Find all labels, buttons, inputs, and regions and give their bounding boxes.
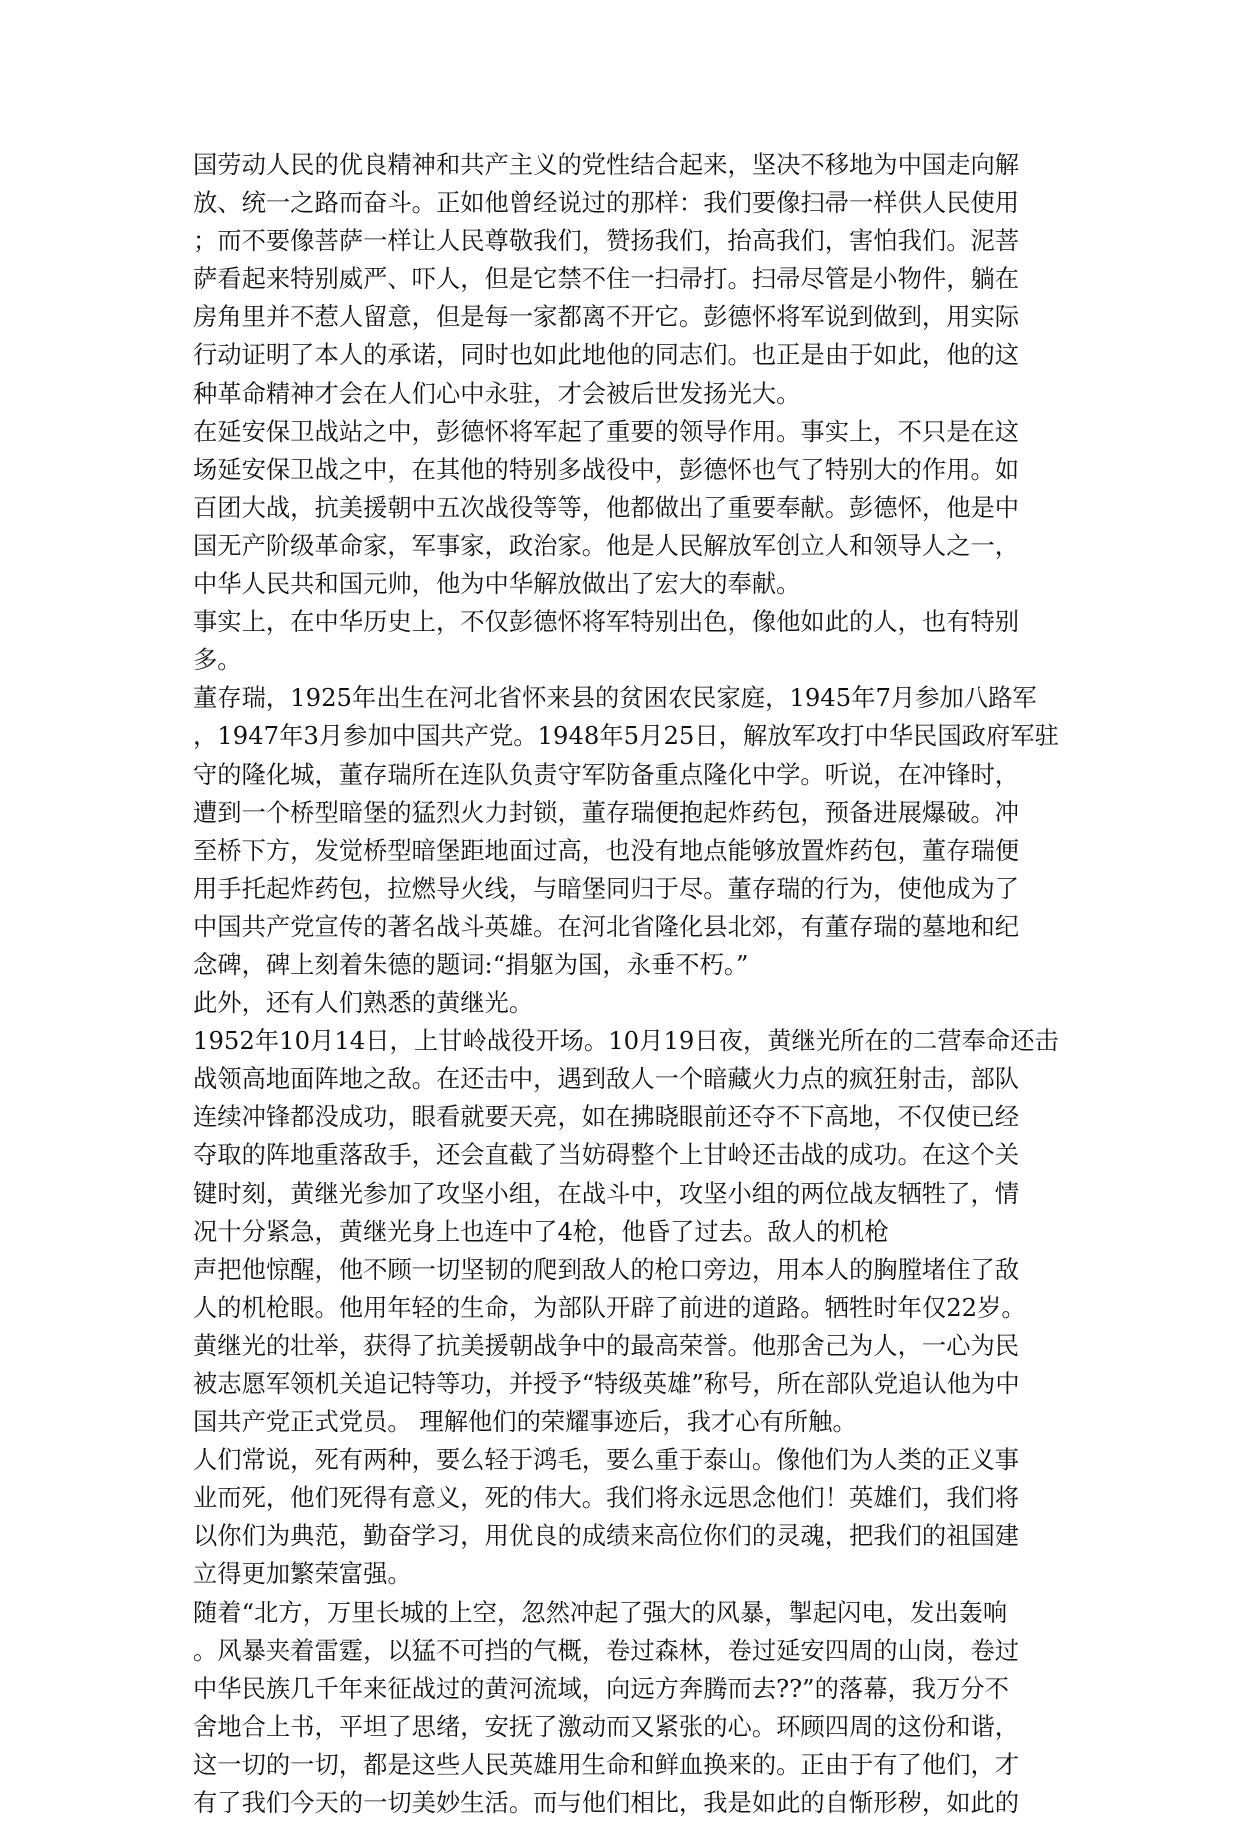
text-line: 百团大战，抗美援朝中五次战役等等，他都做出了重要奉献。彭德怀，他是中 <box>193 492 1020 522</box>
text-line: 事实上，在中华历史上，不仅彭德怀将军特别出色，像他如此的人，也有特别 <box>193 607 1020 637</box>
text-line: 黄继光的壮举，获得了抗美援朝战争中的最高荣誉。他那舍己为人，一心为民 <box>193 1330 1020 1360</box>
text-line: ；而不要像菩萨一样让人民尊敬我们，赞扬我们，抬高我们，害怕我们。泥菩 <box>193 226 1020 256</box>
text-line: 被志愿军领机关追记特等功，并授予“特级英雄”称号，所在部队党追认他为中 <box>193 1369 1020 1398</box>
text-line: 国无产阶级革命家，军事家，政治家。他是人民解放军创立人和领导人之一， <box>193 530 1020 560</box>
text-line: 守的隆化城，董存瑞所在连队负责守军防备重点隆化中学。听说，在冲锋时， <box>193 759 1020 789</box>
text-line: 萨看起来特别威严、吓人，但是它禁不住一扫帚打。扫帚尽管是小物件，躺在 <box>193 264 1020 294</box>
text-line: 房角里并不惹人留意，但是每一家都离不开它。彭德怀将军说到做到，用实际 <box>193 302 1020 332</box>
text-line: 国劳动人民的优良精神和共产主义的党性结合起来，坚决不移地为中国走向解 <box>193 150 1020 179</box>
text-line: 业而死，他们死得有意义，死的伟大。我们将永远思念他们！英雄们，我们将 <box>193 1483 1020 1513</box>
text-line: 这一切的一切，都是这些人民英雄用生命和鲜血换来的。正由于有了他们，才 <box>193 1749 1020 1779</box>
body-text <box>193 146 1059 1822</box>
text-line: 有了我们今天的一切美妙生活。而与他们相比，我是如此的自惭形秽，如此的 <box>193 1788 1020 1818</box>
text-line: ，1947年3月参加中国共产党。1948年5月25日，解放军攻打中华民国政府军驻 <box>193 721 1059 751</box>
text-line: 人们常说，死有两种，要么轻于鸿毛，要么重于泰山。像他们为人类的正义事 <box>193 1445 1020 1475</box>
text-line: 立得更加繁荣富强。 <box>193 1559 412 1589</box>
text-line: 国共产党正式党员。 理解他们的荣耀事迹后，我才心有所触。 <box>193 1407 857 1437</box>
text-line: 夺取的阵地重落敌手，还会直截了当妨碍整个上甘岭还击战的成功。在这个关 <box>193 1140 1020 1170</box>
text-line: 键时刻，黄继光参加了攻坚小组，在战斗中，攻坚小组的两位战友牺牲了，情 <box>193 1178 1020 1208</box>
text-line: 念碑，碑上刻着朱德的题词:“捐躯为国，永垂不朽。” <box>193 949 749 979</box>
text-line: 在延安保卫战站之中，彭德怀将军起了重要的领导作用。事实上，不只是在这 <box>193 416 1020 446</box>
text-line: 人的机枪眼。他用年轻的生命，为部队开辟了前进的道路。牺牲时年仅22岁。 <box>193 1292 1026 1322</box>
text-line: 用手托起炸药包，拉燃导火线，与暗堡同归于尽。董存瑞的行为，使他成为了 <box>193 873 1020 903</box>
text-line: 放、统一之路而奋斗。正如他曾经说过的那样：我们要像扫帚一样供人民使用 <box>193 188 1020 218</box>
text-line: 此外，还有人们熟悉的黄继光。 <box>193 988 534 1018</box>
text-line: 舍地合上书，平坦了思绪，安抚了激动而又紧张的心。环顾四周的这份和谐， <box>193 1711 1020 1741</box>
text-line: 遭到一个桥型暗堡的猛烈火力封锁，董存瑞便抱起炸药包，预备进展爆破。冲 <box>193 797 1020 827</box>
text-line: 战领高地面阵地之敌。在还击中，遇到敌人一个暗藏火力点的疯狂射击，部队 <box>193 1064 1020 1094</box>
text-line: 种革命精神才会在人们心中永驻，才会被后世发扬光大。 <box>193 378 801 408</box>
text-line: 连续冲锋都没成功，眼看就要天亮，如在拂晓眼前还夺不下高地，不仅使已经 <box>193 1102 1020 1132</box>
text-line: 中华民族几千年来征战过的黄河流域，向远方奔腾而去??”的落幕，我万分不 <box>193 1673 1009 1703</box>
text-line: 行动证明了本人的承诺，同时也如此地他的同志们。也正是由于如此，他的这 <box>193 340 1020 370</box>
text-line: 随着“北方，万里长城的上空，忽然冲起了强大的风暴，掣起闪电，发出轰响 <box>193 1597 1008 1627</box>
text-line: 1952年10月14日，上甘岭战役开场。10月19日夜，黄继光所在的二营奉命还击 <box>193 1026 1059 1056</box>
text-line: 声把他惊醒，他不顾一切坚韧的爬到敌人的枪口旁边，用本人的胸膛堵住了敌 <box>193 1254 1020 1284</box>
text-line: 至桥下方，发觉桥型暗堡距地面过高，也没有地点能够放置炸药包，董存瑞便 <box>193 835 1020 865</box>
text-line: 中国共产党宣传的著名战斗英雄。在河北省隆化县北郊，有董存瑞的墓地和纪 <box>193 911 1020 941</box>
text-line: 况十分紧急，黄继光身上也连中了4枪，他昏了过去。敌人的机枪 <box>193 1216 889 1246</box>
text-line: 。风暴夹着雷霆，以猛不可挡的气概，卷过森林，卷过延安四周的山岗，卷过 <box>193 1635 1020 1665</box>
text-line: 董存瑞，1925年出生在河北省怀来县的贫困农民家庭，1945年7月参加八路军 <box>193 683 1037 713</box>
text-line: 多。 <box>193 645 242 675</box>
text-line: 中华人民共和国元帅，他为中华解放做出了宏大的奉献。 <box>193 569 801 599</box>
text-line: 以你们为典范，勤奋学习，用优良的成绩来高位你们的灵魂，把我们的祖国建 <box>193 1521 1020 1551</box>
text-line: 场延安保卫战之中，在其他的特别多战役中，彭德怀也气了特别大的作用。如 <box>193 454 1020 484</box>
